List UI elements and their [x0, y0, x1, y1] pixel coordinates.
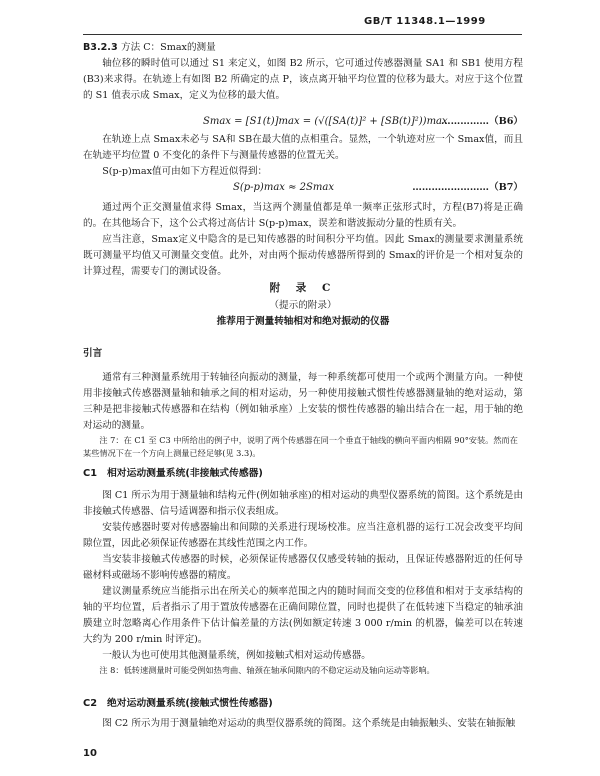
section-c2-heading — [83, 696, 273, 712]
paragraph: 一般认为也可使用其他测量系统，例如接触式相对运动传感器。 — [102, 650, 371, 661]
section-c1 — [83, 488, 523, 677]
equation-number: ……………（B6） — [441, 116, 523, 127]
paragraph: 应当注意，Smax定义中隐含的是已知传感器的时间积分平均值。因此 Smax的测量要求测量系统既可测量平均值又可测量交变值。此外，对由两个振动传感器所得到的 Smax的评价是一个相对复杂的计算过程，需要专门的测试设备。 — [83, 234, 523, 277]
section-b323 — [83, 40, 523, 104]
note-7: 注 7：在 C1 至 C3 中所给出的例子中，说明了两个传感器在同一个垂直于轴线的横向平面内相隔 90°安装。然而在某些情况下在一个方向上测量已经足够(见 3.3)。 — [83, 435, 518, 458]
section-title: 绝对运动测量系统(接触式惯性传感器) — [107, 698, 273, 709]
section-heading — [83, 40, 523, 56]
paragraph: 当安装非接触式传感器的时候，必须保证传感器仅仅感受转轴的振动，且保证传感器附近的任何导磁材料或磁场不影响传感器的精度。 — [83, 554, 523, 581]
section-c2 — [83, 716, 523, 732]
section-number: C1 — [83, 468, 98, 479]
section-b323-cont — [83, 132, 523, 180]
paragraph: 轴位移的瞬时值可以通过 S1 来定义，如图 B2 所示，它可通过传感器测量 SA1 和 SB1 使用方程(B3)来求得。在轨迹上有如图 B2 所确定的点 P，该点离开轴平均位置的位移为最大。对应于这个位置的 S1 值表示成 Smax，定义为位移的最大值。 — [83, 58, 523, 101]
paragraph: 通过两个正交测量值求得 Smax，当这两个测量值都是单一频率正弦形式时，方程(B7)将是正确的。在其他场合下，这个公式将过高估计 S(p-p)max，误差和谐波振动分量的性质有关。 — [83, 202, 523, 229]
paragraph: 通常有三种测量系统用于转轴径向振动的测量，每一种系统都可使用一个或两个测量方向。一种使用非接触式传感器测量轴和轴承之间的相对运动，另一种使用接触式惯性传感器测量轴的绝对运动，第三种是把非接触式传感器和在结构（例如轴承座）上安装的惯性传感器的输出结合在一起，用于轴的绝对运动的测量。 — [83, 372, 523, 431]
paragraph: 在轨迹上点 Smax未必与 SA和 SB在最大值的点相重合。显然，一个轨迹对应一个 Smax值，而且在轨迹平均位置 0 不变化的条件下与测量传感器的位置无关。 — [83, 134, 523, 161]
intro-section — [83, 370, 523, 460]
section-title: 方法 C：Smax的测量 — [120, 42, 216, 53]
section-number: C2 — [83, 698, 98, 709]
paragraph: 图 C1 所示为用于测量轴和结构元件(例如轴承座)的相对运动的典型仪器系统的简图。这个系统是由非接触式传感器、信号适调器和指示仪表组成。 — [83, 490, 523, 517]
paragraph: S(p-p)max值可由如下方程近似得到： — [102, 166, 268, 177]
equation-b6 — [83, 114, 523, 132]
section-c1-heading — [83, 466, 263, 482]
page-number: 10 — [83, 748, 97, 759]
paragraph: 建议测量系统应当能指示出在所关心的频率范围之内的随时间而交变的位移值和相对于支承结构的轴的平均位置，后者指示了用于置放传感器在正确间隙位置，同时也提供了在低转速下当稳定的轴承油膜建立时忽略离心作用条件下估计偏差量的方法(例如额定转速 3 000 r/min 的机器，偏差可以在转速大约为 200 r/min 时评定)。 — [83, 586, 523, 645]
note-8: 注 8：低转速测量时可能受例如热弯曲、轴颈在轴承间隙内的不稳定运动及轴向运动等影响。 — [99, 665, 435, 675]
annex-title: 附 录 C — [269, 282, 337, 294]
equation-text: S(p-p)max ≈ 2Smax — [233, 182, 334, 193]
header-rule — [83, 34, 522, 35]
paragraph: 安装传感器时要对传感器输出和间隙的关系进行现场校准。应当注意机器的运行工况会改变平均间隙位置，因此必须保证传感器在其线性范围之内工作。 — [83, 522, 523, 549]
equation-number: ……………………（B7） — [412, 182, 523, 193]
annex-name: 推荐用于测量转轴相对和绝对振动的仪器 — [216, 316, 390, 327]
equation-text: Smax = [S1(t)]max = (√([SA(t)]² + [SB(t)]²))max — [203, 116, 448, 127]
paragraph: 图 C2 所示为用于测量轴绝对运动的典型仪器系统的简图。这个系统是由轴振触头、安装在轴振触 — [102, 718, 516, 729]
section-b323-end — [83, 200, 523, 280]
equation-b7 — [83, 180, 523, 198]
annex-subtitle: （提示的附录） — [269, 300, 337, 311]
section-number: B3.2.3 — [83, 42, 118, 53]
section-title: 相对运动测量系统(非接触式传感器) — [107, 468, 263, 479]
intro-heading: 引言 — [83, 348, 103, 359]
standard-number: GB/T 11348.1—1999 — [364, 16, 486, 27]
